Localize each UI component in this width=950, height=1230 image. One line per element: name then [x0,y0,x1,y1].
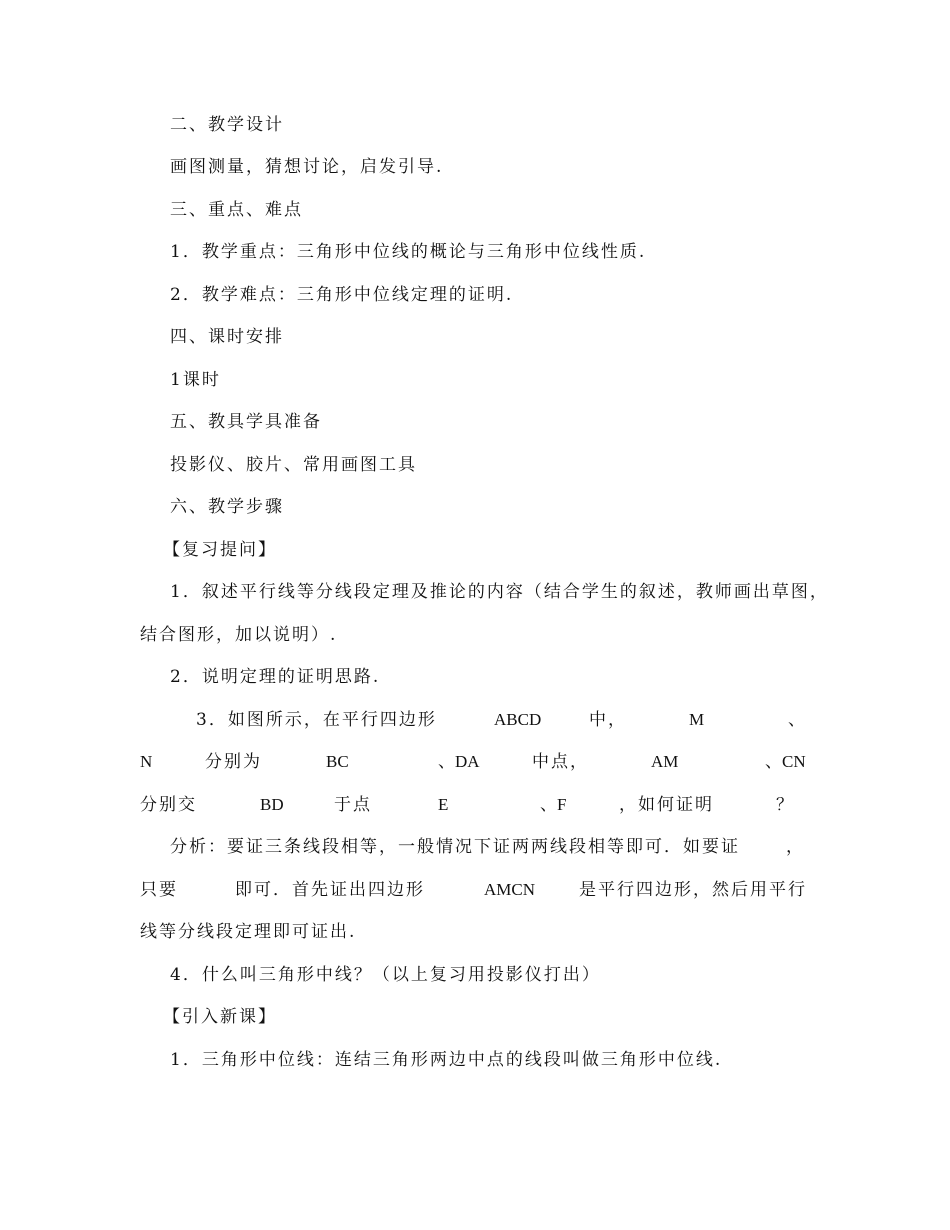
paragraph: 画图测量，猜想讨论，启发引导. [170,157,444,177]
section-heading-4: 四、课时安排 [170,327,284,347]
math-label: E [438,795,449,814]
subsection-heading: 【复习提问】 [163,540,277,560]
paragraph: 2．教学难点：三角形中位线定理的证明. [170,285,514,305]
section-heading-3: 三、重点、难点 [170,200,303,220]
paragraph: 结合图形，加以说明）. [140,625,338,645]
question-text: ，如何证明 [619,795,714,815]
punctuation: 、 [788,710,807,730]
paragraph: 4．什么叫三角形中线？（以上复习用投影仪打出） [170,965,601,985]
math-label: ABCD [494,710,542,729]
paragraph: 2．说明定理的证明思路. [170,667,381,687]
paragraph: 1．叙述平行线等分线段定理及推论的内容（结合学生的叙述，教师画出草图， [170,582,829,602]
paragraph: 1．教学重点：三角形中位线的概论与三角形中位线性质. [170,242,647,262]
question-text: 分别交 [140,795,197,815]
math-label: M [689,710,705,729]
math-label: 、F [540,795,567,814]
section-heading-6: 六、教学步骤 [170,497,284,517]
analysis-text: 是平行四边形，然后用平行 [579,880,807,900]
math-label: BC [326,752,349,771]
question-text: 于点 [334,795,372,815]
question-text: 中点， [532,752,589,772]
math-label: N [140,752,153,771]
paragraph: 投影仪、胶片、常用画图工具 [170,455,417,475]
analysis-text: 只要 [140,880,178,900]
question-text: 中， [589,710,627,730]
paragraph: 线等分线段定理即可证出. [140,922,357,942]
analysis-text: 分析：要证三条线段相等，一般情况下证两两线段相等即可．如要证 [170,837,740,857]
math-label: AMCN [484,880,536,899]
section-heading-5: 五、教具学具准备 [170,412,322,432]
math-label: 、DA [438,752,480,771]
subsection-heading: 【引入新课】 [163,1007,277,1027]
question-text: 分别为 [205,752,262,772]
punctuation: ， [786,837,805,857]
section-heading-2: 二、教学设计 [170,115,284,135]
math-label: AM [651,752,679,771]
question-text: 3．如图所示，在平行四边形 [196,710,437,730]
paragraph: 1课时 [170,370,221,390]
analysis-text: 即可．首先证出四边形 [235,880,425,900]
paragraph: 1．三角形中位线：连结三角形两边中点的线段叫做三角形中位线. [170,1050,723,1070]
math-label: BD [260,795,284,814]
math-label: 、CN [765,752,806,771]
punctuation: ？ [776,795,795,815]
